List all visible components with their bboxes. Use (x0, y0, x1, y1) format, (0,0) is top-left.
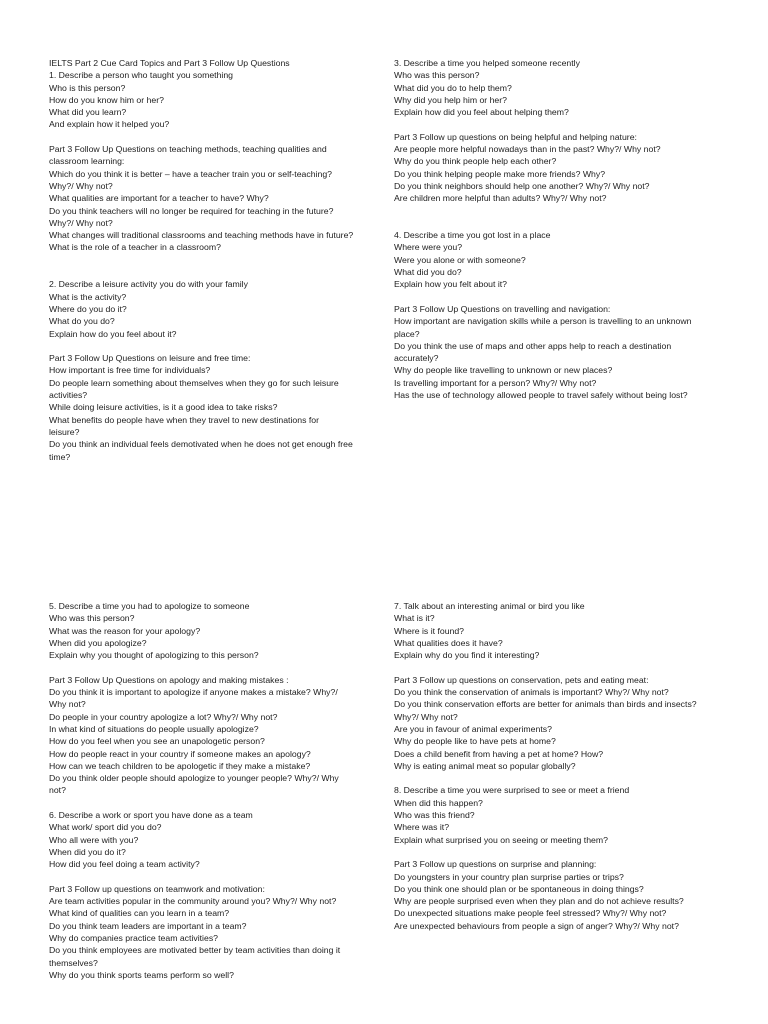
text-line: Where is it found? (394, 625, 465, 636)
text-line: 3. Describe a time you helped someone recently (394, 58, 580, 68)
text-line: Does a child benefit from having a pet at home? How? (394, 748, 604, 759)
text-line: When did you apologize? (49, 637, 147, 648)
text-line: accurately? (394, 353, 439, 364)
text-line: Do you think one should plan or be spontaneous in doing things? (394, 883, 644, 894)
text-line: Who was this person? (49, 613, 135, 624)
text-line: Part 3 Follow Up Questions on travelling and navigation: (394, 303, 611, 314)
page1-right-column (394, 57, 724, 401)
text-line: Do youngsters in your country plan surprise parties or trips? (394, 871, 624, 882)
text-line: 5. Describe a time you had to apologize to someone (49, 601, 250, 611)
text-line: How do you feel when you see an unapologetic person? (49, 736, 265, 747)
text-line: What is it? (394, 613, 435, 624)
text-line: Who was this friend? (394, 810, 475, 821)
text-line: Part 3 Follow up questions on conservation, pets and eating meat: (394, 674, 649, 685)
text-line: What kind of qualities can you learn in a team? (49, 908, 230, 919)
text-line: Why are people surprised even when they plan and do not achieve results? (394, 896, 684, 907)
text-line: Are children more helpful than adults? Why?/ Why not? (394, 193, 607, 204)
text-line: What did you do to help them? (394, 82, 512, 93)
blank-line (394, 291, 724, 303)
blank-line (394, 661, 724, 673)
page2-left-column (49, 600, 379, 981)
text-line: Are you in favour of animal experiments? (394, 723, 552, 734)
text-line: How do people react in your country if someone makes an apology? (49, 748, 311, 759)
text-line: What is the activity? (49, 291, 127, 302)
blank-line (49, 131, 379, 143)
text-line: Is travelling important for a person? Why?/ Why not? (394, 377, 597, 388)
text-line: Who all were with you? (49, 834, 139, 845)
text-line: Where do you do it? (49, 303, 127, 314)
text-line: Do people learn something about themselves when they go for such leisure (49, 377, 339, 388)
blank-line (49, 340, 379, 352)
text-line: themselves? (49, 957, 98, 968)
text-line: Are unexpected behaviours from people a sign of anger? Why?/ Why not? (394, 920, 679, 931)
text-line: not? (49, 785, 66, 796)
text-line: 8. Describe a time you were surprised to see or meet a friend (394, 785, 630, 796)
text-line: What changes will traditional classrooms and teaching methods have in future? (49, 230, 354, 241)
text-line: Why did you help him or her? (394, 94, 507, 105)
blank-line (394, 846, 724, 858)
text-line: What qualities does it have? (394, 637, 503, 648)
text-line: Do you think older people should apologize to younger people? Why?/ Why (49, 773, 339, 784)
text-line: What do you do? (49, 316, 115, 327)
text-line: Do you think team leaders are important in a team? (49, 920, 247, 931)
text-line: When did you do it? (49, 846, 126, 857)
text-line: What was the reason for your apology? (49, 625, 201, 636)
text-line: What did you do? (394, 267, 462, 278)
text-line: Explain how you felt about it? (394, 279, 508, 290)
text-line: Do you think an individual feels demotivated when he does not get enough free (49, 439, 353, 450)
text-line: Why?/ Why not? (49, 217, 113, 228)
text-line: What work/ sport did you do? (49, 822, 162, 833)
text-line: Part 3 Follow Up Questions on apology and making mistakes : (49, 674, 289, 685)
text-line: Do you think teachers will no longer be required for teaching in the future? (49, 205, 334, 216)
page2-right-column (394, 600, 724, 932)
text-line: Explain how did you feel about helping them? (394, 107, 569, 118)
blank-line (49, 661, 379, 673)
text-line: Part 3 Follow up questions on teamwork and motivation: (49, 883, 265, 894)
blank-line (394, 205, 724, 217)
text-line: Why not? (49, 699, 86, 710)
text-line: Do unexpected situations make people feel stressed? Why?/ Why not? (394, 908, 667, 919)
text-line: Where was it? (394, 822, 450, 833)
text-line: 7. Talk about an interesting animal or bird you like (394, 601, 585, 611)
text-line: Why is eating animal meat so popular globally? (394, 760, 576, 771)
text-line: Part 3 Follow up questions on being helpful and helping nature: (394, 131, 637, 142)
text-line: Are people more helpful nowadays than in the past? Why?/ Why not? (394, 144, 661, 155)
text-line: time? (49, 451, 71, 462)
text-line: And explain how it helped you? (49, 119, 170, 130)
text-line: How can we teach children to be apologetic if they make a mistake? (49, 760, 311, 771)
text-line: Do you think the use of maps and other apps help to reach a destination (394, 340, 672, 351)
text-line: Explain why do you find it interesting? (394, 650, 540, 661)
text-line: Do you think employees are motivated better by team activities than doing it (49, 945, 341, 956)
text-line: What qualities are important for a teacher to have? Why? (49, 193, 269, 204)
text-line: Why?/ Why not? (394, 711, 458, 722)
text-line: How important is free time for individuals? (49, 365, 211, 376)
blank-line (49, 266, 379, 278)
text-line: Do you think neighbors should help one another? Why?/ Why not? (394, 180, 650, 191)
text-line: How do you know him or her? (49, 94, 164, 105)
text-line: Why do you think people help each other? (394, 156, 557, 167)
text-line: Do people in your country apologize a lot? Why?/ Why not? (49, 711, 278, 722)
text-line: Do you think it is important to apologize if anyone makes a mistake? Why?/ (49, 687, 338, 698)
text-line: While doing leisure activities, is it a good idea to take risks? (49, 402, 278, 413)
text-line: Why do people like to have pets at home? (394, 736, 556, 747)
text-line: activities? (49, 390, 88, 401)
text-line: What is the role of a teacher in a classroom? (49, 242, 221, 253)
text-line: leisure? (49, 426, 80, 437)
text-line: Explain what surprised you on seeing or meeting them? (394, 834, 608, 845)
text-line: What did you learn? (49, 107, 127, 118)
text-line: Which do you think it is better – have a teacher train you or self-teaching? (49, 168, 332, 179)
text-line: Do you think conservation efforts are better for animals than birds and insects? (394, 699, 697, 710)
blank-line (394, 772, 724, 784)
text-line: How did you feel doing a team activity? (49, 859, 200, 870)
text-line: Who was this person? (394, 70, 480, 81)
text-line: Do you think the conservation of animals is important? Why?/ Why not? (394, 687, 669, 698)
blank-line (394, 118, 724, 130)
text-line: 2. Describe a leisure activity you do with your family (49, 279, 248, 290)
blank-line (49, 254, 379, 266)
text-line: Do you think helping people make more friends? Why? (394, 168, 606, 179)
text-line: Where were you? (394, 242, 463, 253)
text-line: IELTS Part 2 Cue Card Topics and Part 3 Follow Up Questions (49, 58, 290, 68)
text-line: Why do you think sports teams perform so well? (49, 969, 234, 980)
text-line: What benefits do people have when they travel to new destinations for (49, 414, 319, 425)
text-line: How important are navigation skills while a person is travelling to an unknown (394, 316, 692, 327)
text-line: 4. Describe a time you got lost in a place (394, 230, 551, 241)
text-line: Explain why you thought of apologizing to this person? (49, 650, 259, 661)
text-line: In what kind of situations do people usually apologize? (49, 723, 259, 734)
blank-line (49, 797, 379, 809)
text-line: Why do companies practice team activities? (49, 933, 218, 944)
page1-left-column (49, 57, 379, 463)
text-line: place? (394, 328, 420, 339)
text-line: 1. Describe a person who taught you something (49, 70, 233, 81)
text-line: When did this happen? (394, 797, 483, 808)
text-line: Are team activities popular in the community around you? Why?/ Why not? (49, 896, 337, 907)
text-line: Part 3 Follow up questions on surprise and planning: (394, 859, 597, 870)
blank-line (49, 871, 379, 883)
blank-line (394, 217, 724, 229)
text-line: Part 3 Follow Up Questions on teaching methods, teaching qualities and (49, 144, 327, 155)
text-line: Why do people like travelling to unknown or new places? (394, 365, 613, 376)
text-line: Part 3 Follow Up Questions on leisure and free time: (49, 353, 251, 364)
text-line: Were you alone or with someone? (394, 254, 526, 265)
text-line: Who is this person? (49, 82, 126, 93)
text-line: Explain how do you feel about it? (49, 328, 177, 339)
text-line: classroom learning: (49, 156, 125, 167)
text-line: 6. Describe a work or sport you have done as a team (49, 810, 253, 821)
text-line: Why?/ Why not? (49, 180, 113, 191)
text-line: Has the use of technology allowed people to travel safely without being lost? (394, 390, 688, 401)
